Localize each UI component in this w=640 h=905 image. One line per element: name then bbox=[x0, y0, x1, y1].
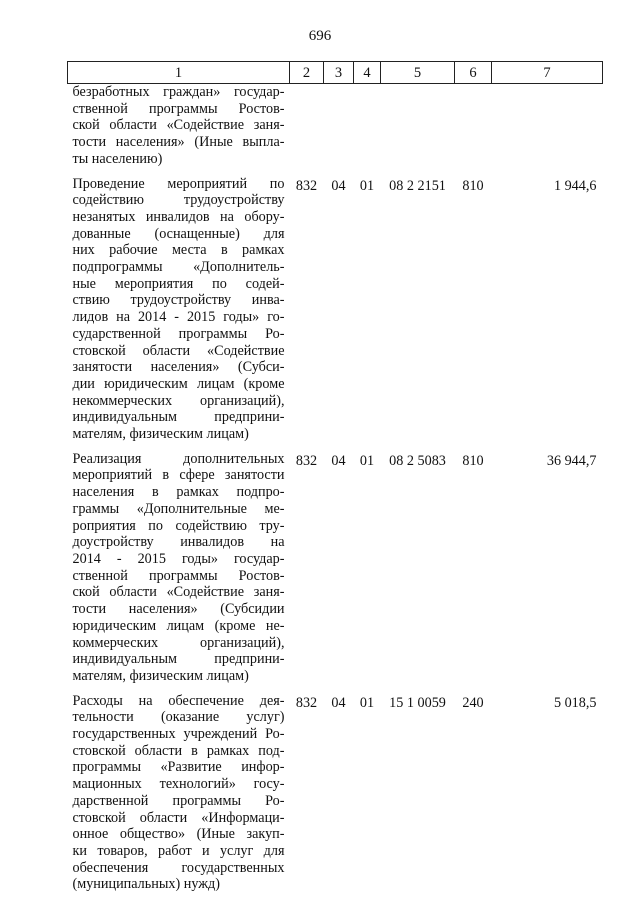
description-line: обеспечения государственных bbox=[72, 859, 285, 876]
section-code bbox=[324, 84, 354, 168]
table-header-row bbox=[68, 62, 603, 84]
description-line: 2014 - 2015 годы» государ- bbox=[72, 550, 285, 567]
amount: 36 944,7 bbox=[546, 452, 597, 469]
description-line: ки товаров, работ и услуг для bbox=[72, 842, 285, 859]
row-description bbox=[68, 168, 290, 443]
table-body bbox=[68, 84, 603, 894]
description-line: ской области «Содействие заня- bbox=[72, 117, 285, 134]
ministry-code: 832 bbox=[295, 452, 318, 469]
column-header-7: 7 bbox=[492, 62, 603, 84]
expense-type-code: 810 bbox=[462, 177, 484, 194]
description-line: стовской области «Содействие bbox=[72, 342, 285, 359]
description-line: индивидуальным предприни- bbox=[72, 651, 285, 668]
subsection-code: 01 bbox=[359, 452, 375, 469]
description-line: стовской области в рамках под- bbox=[72, 742, 285, 759]
description-line: ственной программы Ростов- bbox=[72, 100, 285, 117]
description-line: занятости населения» (Субси- bbox=[72, 359, 285, 376]
column-header-2: 2 bbox=[290, 62, 324, 84]
amount: 5 018,5 bbox=[553, 694, 597, 711]
column-header-5: 5 bbox=[381, 62, 455, 84]
description-line: дарственной программы Ро- bbox=[72, 792, 285, 809]
description-line: дованные (оснащенные) для bbox=[72, 225, 285, 242]
description-line: онное общество» (Иные закуп- bbox=[72, 826, 285, 843]
page-number: 696 bbox=[308, 28, 332, 44]
description-line: безработных граждан» государ- bbox=[72, 84, 285, 100]
description-line: Проведение мероприятий по bbox=[72, 175, 285, 192]
amount: 1 944,6 bbox=[553, 177, 597, 194]
description-line: ты населению) bbox=[72, 150, 163, 167]
row-description bbox=[68, 84, 290, 168]
description-line: граммы «Дополнительные ме- bbox=[72, 500, 285, 517]
description-line: юридическим лицам (кроме не- bbox=[72, 617, 285, 634]
description-line: содействию трудоустройству bbox=[72, 192, 285, 209]
target-article-code bbox=[381, 84, 455, 168]
description-line: доустройству инвалидов на bbox=[72, 534, 285, 551]
target-article-code: 08 2 2151 bbox=[389, 177, 446, 194]
row-description bbox=[68, 685, 290, 893]
row-description bbox=[68, 443, 290, 685]
table-row bbox=[68, 443, 603, 685]
description-line: ствию трудоустройству инва- bbox=[72, 292, 285, 309]
amount bbox=[492, 84, 603, 168]
expense-type-code bbox=[455, 84, 492, 168]
description-line: тельности (оказание услуг) bbox=[72, 709, 285, 726]
target-article-code: 15 1 0059 bbox=[389, 694, 446, 711]
section-code: 04 bbox=[331, 452, 346, 469]
ministry-code bbox=[290, 84, 324, 168]
subsection-code: 01 bbox=[359, 694, 375, 711]
description-line: мателям, физическим лицам) bbox=[72, 667, 249, 684]
description-line: Реализация дополнительных bbox=[72, 450, 285, 467]
section-code: 04 bbox=[331, 177, 346, 194]
description-line: лидов на 2014 - 2015 годы» го- bbox=[72, 309, 285, 326]
description-line: стовской области «Информаци- bbox=[72, 809, 285, 826]
column-header-1: 1 bbox=[68, 62, 290, 84]
description-line: тости населения» (Субсидии bbox=[72, 601, 285, 618]
column-header-6: 6 bbox=[455, 62, 492, 84]
description-line: государственных учреждений Ро- bbox=[72, 726, 285, 743]
expense-type-code: 240 bbox=[462, 694, 484, 711]
ministry-code: 832 bbox=[295, 694, 318, 711]
description-line: ственной программы Ростов- bbox=[72, 567, 285, 584]
table-row bbox=[68, 84, 603, 168]
description-line: (муниципальных) нужд) bbox=[72, 876, 220, 893]
description-line: программы «Развитие инфор- bbox=[72, 759, 285, 776]
description-line: незанятых инвалидов на обору- bbox=[72, 208, 285, 225]
budget-table bbox=[67, 61, 603, 893]
description-line: некоммерческих организаций), bbox=[72, 392, 285, 409]
description-line: мероприятий в сфере занятости bbox=[72, 467, 285, 484]
column-header-4: 4 bbox=[354, 62, 381, 84]
description-line: коммерческих организаций), bbox=[72, 634, 285, 651]
subsection-code bbox=[354, 84, 381, 168]
description-line: Расходы на обеспечение дея- bbox=[72, 692, 285, 709]
description-line: индивидуальным предприни- bbox=[72, 409, 285, 426]
description-line: мателям, физическим лицам) bbox=[72, 426, 249, 443]
description-line: мационных технологий» госу- bbox=[72, 776, 285, 793]
description-line: них рабочие места в рамках bbox=[72, 242, 285, 259]
description-line: роприятия по содействию тру- bbox=[72, 517, 285, 534]
table-row bbox=[68, 685, 603, 893]
description-line: сударственной программы Ро- bbox=[72, 325, 285, 342]
description-line: ные мероприятия по содей- bbox=[72, 275, 285, 292]
target-article-code: 08 2 5083 bbox=[389, 452, 446, 469]
description-line: населения в рамках подпро- bbox=[72, 484, 285, 501]
table-row bbox=[68, 168, 603, 443]
description-line: дии юридическим лицам (кроме bbox=[72, 375, 285, 392]
description-line: тости населения» (Иные выпла- bbox=[72, 134, 285, 151]
section-code: 04 bbox=[331, 694, 346, 711]
description-line: ской области «Содействие заня- bbox=[72, 584, 285, 601]
expense-type-code: 810 bbox=[462, 452, 484, 469]
subsection-code: 01 bbox=[359, 177, 375, 194]
ministry-code: 832 bbox=[295, 177, 318, 194]
column-header-3: 3 bbox=[324, 62, 354, 84]
description-line: подпрограммы «Дополнитель- bbox=[72, 259, 285, 276]
